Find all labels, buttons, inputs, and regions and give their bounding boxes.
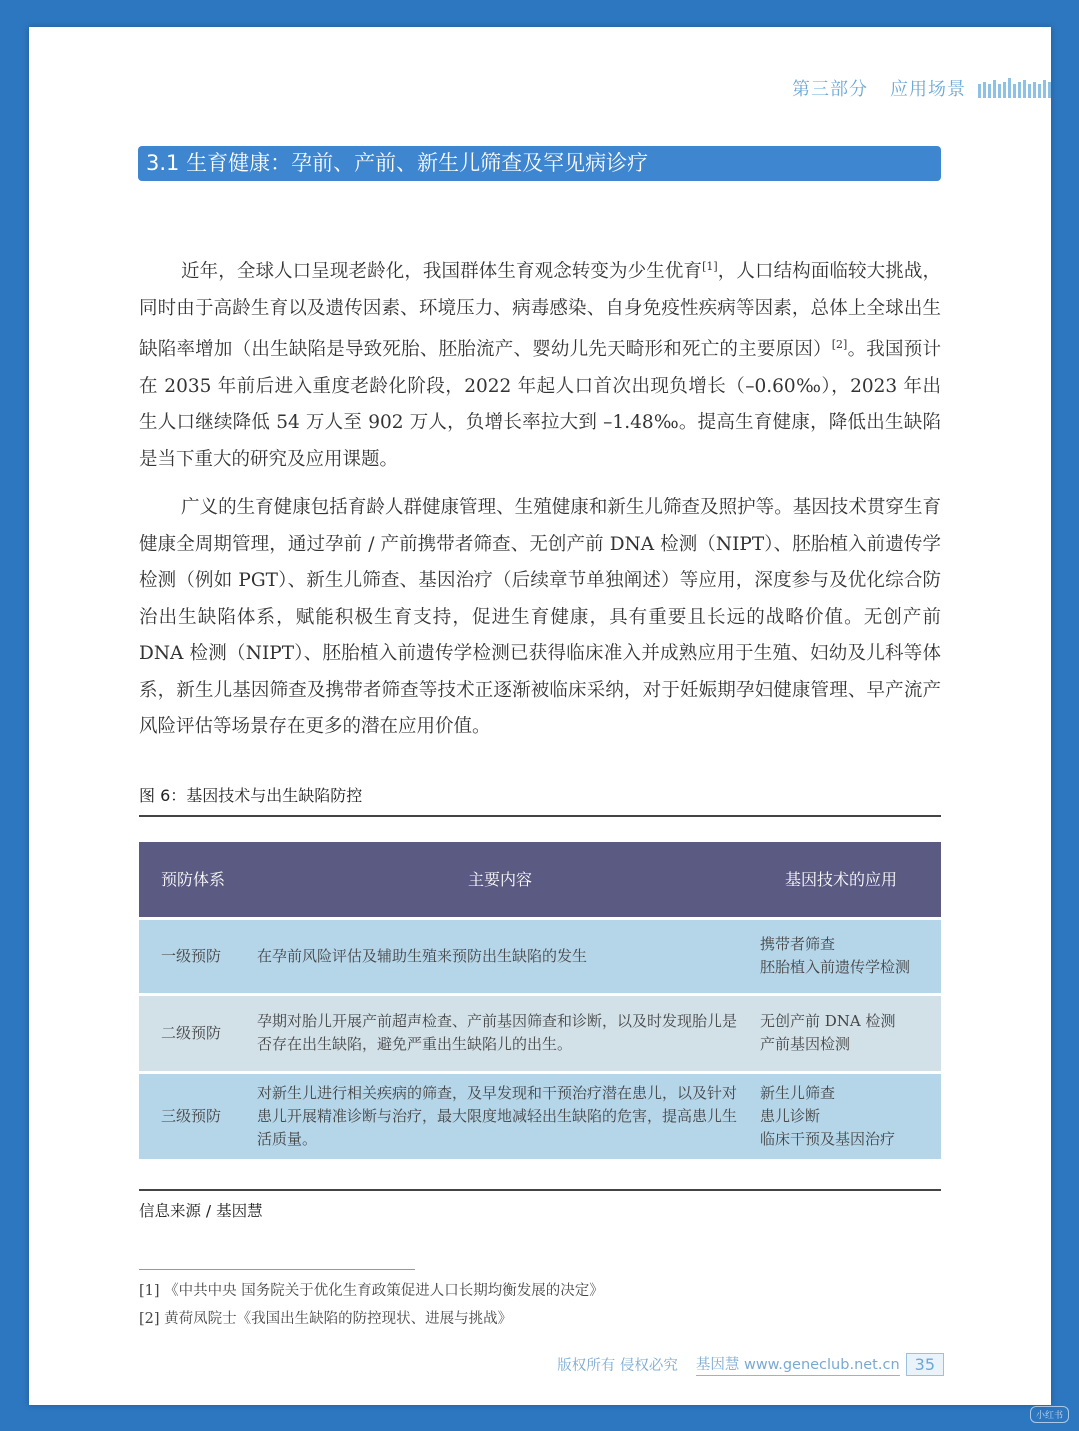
paragraph-1-part-a: 近年，全球人口呈现老龄化，我国群体生育观念转变为少生优育	[181, 261, 703, 283]
row-level: 三级预防	[161, 1107, 222, 1125]
header-main-content: 主要内容	[468, 870, 533, 889]
row-level: 二级预防	[161, 1024, 222, 1042]
figure-caption: 图 6：基因技术与出生缺陷防控	[139, 783, 941, 817]
section-title: 3.1 生育健康：孕前、产前、新生儿筛查及罕见病诊疗	[138, 146, 941, 181]
table-row	[139, 1074, 941, 1159]
footnote-1: [1] 《中共中央 国务院关于优化生育政策促进人口长期均衡发展的决定》	[139, 1283, 604, 1299]
row-content: 孕期对胎儿开展产前超声检查、产前基因筛查和诊断，以及时发现胎儿是否存在出生缺陷，避免严重出生缺陷儿的出生。	[257, 1012, 738, 1053]
row-applications	[760, 1010, 896, 1056]
table-row	[139, 996, 941, 1071]
page-footer	[557, 1351, 944, 1377]
application-item: 新生儿筛查	[760, 1084, 836, 1102]
page-number: 35	[906, 1353, 944, 1376]
watermark-logo: 小红书	[1030, 1406, 1069, 1423]
table-header	[139, 842, 941, 917]
running-header	[792, 75, 1051, 101]
header-gene-tech-application: 基因技术的应用	[785, 870, 898, 889]
footnote-2: [2] 黄荷凤院士《我国出生缺陷的防控现状、进展与挑战》	[139, 1311, 513, 1327]
footnote-divider	[139, 1269, 415, 1270]
prevention-table	[139, 842, 941, 1162]
application-item: 无创产前 DNA 检测	[760, 1012, 896, 1030]
row-content: 在孕前风险评估及辅助生殖来预防出生缺陷的发生	[257, 947, 588, 965]
paragraph-2: 广义的生育健康包括育龄人群健康管理、生殖健康和新生儿筛查及照护等。基因技术贯穿生育健康全周期管理，通过孕前 / 产前携带者筛查、无创产前 DNA 检测（NIPT）、胚胎植入前遗传学检测（例如 PGT）、新生儿筛查、基因治疗（后续章节单独阐述）等应用，深度参与及优化综合防治出生缺陷体系，赋能积极生育支持，促进生育健康，具有重要且长远的战略价值。无创产前 DNA 检测（NIPT）、胚胎植入前遗传学检测已获得临床准入并成熟应用于生殖、妇幼及儿科等体系，新生儿基因筛查及携带者筛查等技术正逐渐被临床采纳，对于妊娠期孕妇健康管理、早产流产风险评估等场景存在更多的潜在应用价值。	[139, 497, 941, 737]
paragraph-1-part-c: 。我国预计在 2035 年前后进入重度老龄化阶段，2022 年起人口首次出现负增长（–0.60‰），2023 年出生人口继续降低 54 万人至 902 万人，负增长率拉大到 –1.48‰。提高生育健康，降低出生缺陷是当下重大的研究及应用课题。	[139, 339, 941, 470]
application-item: 临床干预及基因治疗	[760, 1130, 896, 1148]
paragraph-1	[139, 249, 941, 478]
header-scene: 应用场景	[890, 79, 966, 100]
application-item: 患儿诊断	[760, 1107, 821, 1125]
header-part: 第三部分	[792, 79, 868, 100]
copyright-notice: 版权所有 侵权必究	[557, 1357, 678, 1374]
row-level: 一级预防	[161, 947, 222, 965]
figure-source: 信息来源 / 基因慧	[139, 1189, 941, 1221]
header-bars-decoration	[978, 78, 1051, 98]
citation-1[interactable]: [1]	[702, 260, 718, 273]
application-item: 携带者筛查	[760, 935, 836, 953]
application-item: 产前基因检测	[760, 1035, 851, 1053]
paragraph-1-part-b: ，人口结构面临较大挑战，同时由于高龄生育以及遗传因素、环境压力、病毒感染、自身免疫性疾病等因素，总体上全球出生缺陷率增加（出生缺陷是导致死胎、胚胎流产、婴幼儿先天畸形和死亡的主要原因）	[139, 261, 941, 361]
application-item: 胚胎植入前遗传学检测	[760, 958, 911, 976]
citation-2[interactable]: [2]	[831, 338, 848, 352]
row-applications	[760, 933, 910, 979]
header-prevention-system: 预防体系	[161, 870, 226, 889]
row-applications	[760, 1082, 895, 1151]
footer-brand-link[interactable]: 基因慧 www.geneclub.net.cn	[696, 1353, 900, 1376]
row-content: 对新生儿进行相关疾病的筛查，及早发现和干预治疗潜在患儿，以及针对患儿开展精准诊断与治疗，最大限度地减轻出生缺陷的危害，提高患儿生活质量。	[257, 1084, 738, 1148]
document-page	[29, 27, 1051, 1405]
table-row	[139, 920, 941, 993]
